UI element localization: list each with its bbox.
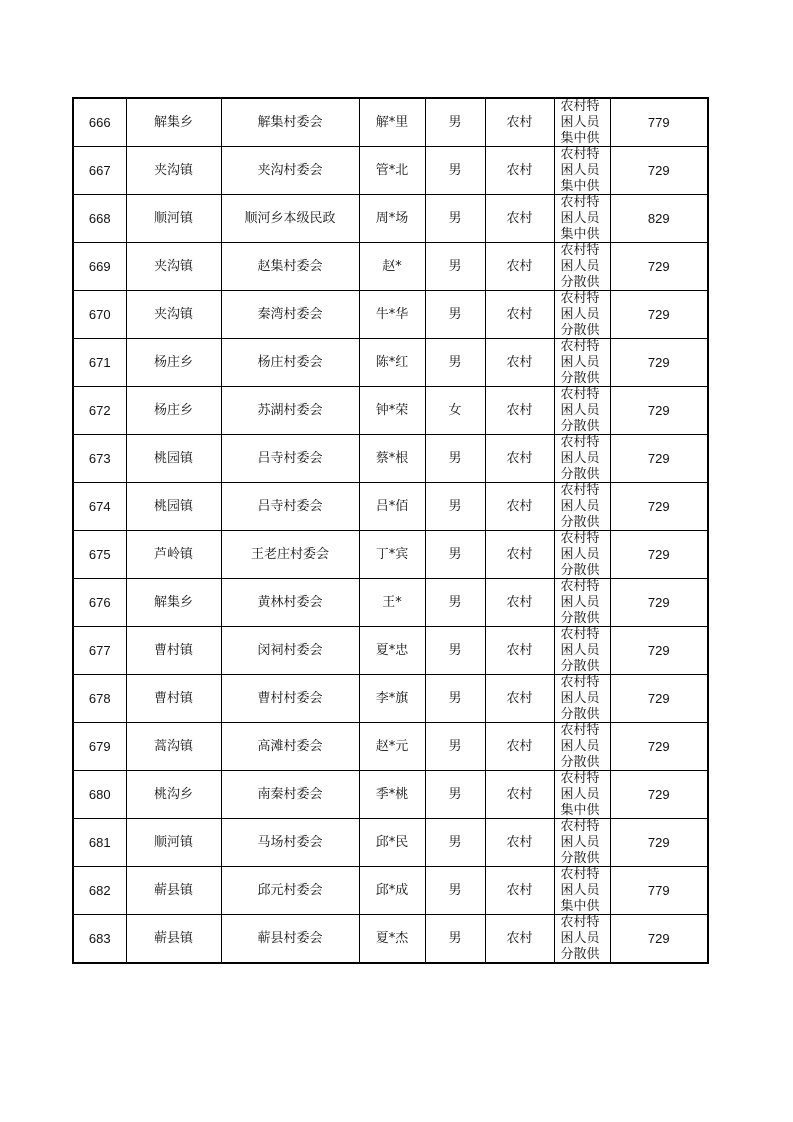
cell-village: 苏湖村委会 — [221, 387, 359, 435]
cell-township: 解集乡 — [126, 98, 221, 147]
cell-name: 邱*民 — [359, 819, 425, 867]
category-text: 农村特困人员分散供 — [560, 531, 600, 578]
cell-number: 676 — [73, 579, 126, 627]
cell-area: 农村 — [485, 483, 554, 531]
category-text: 农村特困人员分散供 — [560, 579, 600, 626]
cell-category — [554, 483, 610, 531]
cell-gender: 男 — [425, 98, 485, 147]
category-text: 农村特困人员分散供 — [560, 915, 600, 962]
cell-name: 陈*红 — [359, 339, 425, 387]
category-text: 农村特困人员分散供 — [560, 723, 600, 770]
table-row — [73, 291, 708, 339]
cell-name: 邱*成 — [359, 867, 425, 915]
cell-amount: 729 — [610, 771, 708, 819]
cell-village: 秦湾村委会 — [221, 291, 359, 339]
cell-name: 赵*元 — [359, 723, 425, 771]
cell-village: 吕寺村委会 — [221, 435, 359, 483]
cell-township: 夹沟镇 — [126, 147, 221, 195]
cell-category — [554, 147, 610, 195]
cell-area: 农村 — [485, 147, 554, 195]
cell-gender: 男 — [425, 435, 485, 483]
cell-township: 桃园镇 — [126, 435, 221, 483]
cell-name: 周*场 — [359, 195, 425, 243]
cell-amount: 729 — [610, 147, 708, 195]
category-text: 农村特困人员集中供 — [560, 147, 600, 194]
cell-category — [554, 627, 610, 675]
table-row — [73, 435, 708, 483]
cell-gender: 男 — [425, 867, 485, 915]
cell-area: 农村 — [485, 531, 554, 579]
cell-village: 曹村村委会 — [221, 675, 359, 723]
cell-number: 680 — [73, 771, 126, 819]
cell-category — [554, 819, 610, 867]
cell-category — [554, 867, 610, 915]
table-row — [73, 915, 708, 964]
cell-village: 吕寺村委会 — [221, 483, 359, 531]
cell-amount: 729 — [610, 675, 708, 723]
cell-area: 农村 — [485, 723, 554, 771]
cell-name: 赵* — [359, 243, 425, 291]
cell-village: 邱元村委会 — [221, 867, 359, 915]
cell-name: 牛*华 — [359, 291, 425, 339]
cell-number: 679 — [73, 723, 126, 771]
cell-township: 夹沟镇 — [126, 243, 221, 291]
cell-village: 赵集村委会 — [221, 243, 359, 291]
cell-village: 南秦村委会 — [221, 771, 359, 819]
cell-number: 669 — [73, 243, 126, 291]
cell-amount: 729 — [610, 915, 708, 964]
cell-village: 顺河乡本级民政 — [221, 195, 359, 243]
cell-gender: 男 — [425, 675, 485, 723]
cell-number: 668 — [73, 195, 126, 243]
cell-township: 顺河镇 — [126, 819, 221, 867]
cell-name: 王* — [359, 579, 425, 627]
cell-number: 671 — [73, 339, 126, 387]
cell-gender: 男 — [425, 483, 485, 531]
cell-township: 桃园镇 — [126, 483, 221, 531]
cell-category — [554, 243, 610, 291]
table-row — [73, 579, 708, 627]
cell-number: 675 — [73, 531, 126, 579]
cell-gender: 男 — [425, 243, 485, 291]
cell-category — [554, 531, 610, 579]
cell-township: 蕲县镇 — [126, 867, 221, 915]
cell-gender: 女 — [425, 387, 485, 435]
cell-category — [554, 579, 610, 627]
cell-township: 蒿沟镇 — [126, 723, 221, 771]
table-row — [73, 195, 708, 243]
cell-township: 杨庄乡 — [126, 339, 221, 387]
cell-township: 夹沟镇 — [126, 291, 221, 339]
cell-amount: 729 — [610, 435, 708, 483]
cell-amount: 779 — [610, 98, 708, 147]
cell-gender: 男 — [425, 723, 485, 771]
cell-number: 672 — [73, 387, 126, 435]
cell-category — [554, 915, 610, 964]
cell-area: 农村 — [485, 339, 554, 387]
cell-amount: 779 — [610, 867, 708, 915]
cell-number: 678 — [73, 675, 126, 723]
cell-number: 677 — [73, 627, 126, 675]
cell-category — [554, 291, 610, 339]
category-text: 农村特困人员分散供 — [560, 675, 600, 722]
cell-amount: 829 — [610, 195, 708, 243]
category-text: 农村特困人员集中供 — [560, 867, 600, 914]
cell-amount: 729 — [610, 819, 708, 867]
cell-township: 蕲县镇 — [126, 915, 221, 964]
cell-amount: 729 — [610, 723, 708, 771]
cell-number: 682 — [73, 867, 126, 915]
cell-name: 管*北 — [359, 147, 425, 195]
cell-category — [554, 339, 610, 387]
cell-township: 曹村镇 — [126, 675, 221, 723]
cell-gender: 男 — [425, 195, 485, 243]
cell-gender: 男 — [425, 627, 485, 675]
roster-table — [72, 97, 709, 964]
table-row — [73, 819, 708, 867]
cell-category — [554, 98, 610, 147]
cell-number: 667 — [73, 147, 126, 195]
cell-number: 670 — [73, 291, 126, 339]
cell-name: 夏*忠 — [359, 627, 425, 675]
table-row — [73, 483, 708, 531]
table-row — [73, 147, 708, 195]
cell-gender: 男 — [425, 291, 485, 339]
cell-township: 曹村镇 — [126, 627, 221, 675]
cell-number: 681 — [73, 819, 126, 867]
category-text: 农村特困人员分散供 — [560, 819, 600, 866]
cell-number: 666 — [73, 98, 126, 147]
cell-category — [554, 675, 610, 723]
cell-name: 钟*荣 — [359, 387, 425, 435]
cell-township: 顺河镇 — [126, 195, 221, 243]
cell-village: 杨庄村委会 — [221, 339, 359, 387]
category-text: 农村特困人员分散供 — [560, 291, 600, 338]
cell-village: 闵祠村委会 — [221, 627, 359, 675]
cell-number: 683 — [73, 915, 126, 964]
category-text: 农村特困人员分散供 — [560, 339, 600, 386]
table-row — [73, 723, 708, 771]
category-text: 农村特困人员集中供 — [560, 195, 600, 242]
category-text: 农村特困人员分散供 — [560, 483, 600, 530]
cell-amount: 729 — [610, 339, 708, 387]
cell-name: 夏*杰 — [359, 915, 425, 964]
table-row — [73, 627, 708, 675]
cell-village: 解集村委会 — [221, 98, 359, 147]
cell-name: 解*里 — [359, 98, 425, 147]
table-row — [73, 675, 708, 723]
category-text: 农村特困人员分散供 — [560, 387, 600, 434]
category-text: 农村特困人员集中供 — [560, 771, 600, 818]
cell-township: 芦岭镇 — [126, 531, 221, 579]
table-row — [73, 339, 708, 387]
cell-area: 农村 — [485, 819, 554, 867]
cell-gender: 男 — [425, 771, 485, 819]
roster-body — [73, 98, 708, 963]
cell-area: 农村 — [485, 195, 554, 243]
cell-gender: 男 — [425, 531, 485, 579]
cell-name: 丁*宾 — [359, 531, 425, 579]
cell-village: 王老庄村委会 — [221, 531, 359, 579]
table-row — [73, 531, 708, 579]
cell-village: 马场村委会 — [221, 819, 359, 867]
cell-name: 季*桃 — [359, 771, 425, 819]
cell-village: 夹沟村委会 — [221, 147, 359, 195]
cell-area: 农村 — [485, 243, 554, 291]
cell-village: 蕲县村委会 — [221, 915, 359, 964]
cell-gender: 男 — [425, 915, 485, 964]
cell-area: 农村 — [485, 579, 554, 627]
cell-name: 吕*佰 — [359, 483, 425, 531]
cell-village: 高滩村委会 — [221, 723, 359, 771]
cell-amount: 729 — [610, 627, 708, 675]
table-row — [73, 867, 708, 915]
cell-area: 农村 — [485, 387, 554, 435]
cell-area: 农村 — [485, 867, 554, 915]
cell-area: 农村 — [485, 915, 554, 964]
cell-gender: 男 — [425, 147, 485, 195]
cell-amount: 729 — [610, 243, 708, 291]
cell-name: 李*旗 — [359, 675, 425, 723]
cell-gender: 男 — [425, 339, 485, 387]
cell-area: 农村 — [485, 435, 554, 483]
cell-number: 673 — [73, 435, 126, 483]
cell-amount: 729 — [610, 291, 708, 339]
table-row — [73, 243, 708, 291]
cell-township: 桃沟乡 — [126, 771, 221, 819]
cell-amount: 729 — [610, 579, 708, 627]
cell-area: 农村 — [485, 675, 554, 723]
cell-category — [554, 771, 610, 819]
category-text: 农村特困人员分散供 — [560, 627, 600, 674]
table-row — [73, 98, 708, 147]
cell-gender: 男 — [425, 579, 485, 627]
cell-area: 农村 — [485, 291, 554, 339]
cell-number: 674 — [73, 483, 126, 531]
cell-gender: 男 — [425, 819, 485, 867]
category-text: 农村特困人员分散供 — [560, 243, 600, 290]
cell-amount: 729 — [610, 483, 708, 531]
cell-township: 杨庄乡 — [126, 387, 221, 435]
table-row — [73, 387, 708, 435]
cell-village: 黄林村委会 — [221, 579, 359, 627]
cell-category — [554, 387, 610, 435]
cell-amount: 729 — [610, 387, 708, 435]
table-row — [73, 771, 708, 819]
category-text: 农村特困人员集中供 — [560, 99, 600, 146]
category-text: 农村特困人员分散供 — [560, 435, 600, 482]
cell-area: 农村 — [485, 771, 554, 819]
cell-name: 蔡*根 — [359, 435, 425, 483]
cell-area: 农村 — [485, 627, 554, 675]
cell-township: 解集乡 — [126, 579, 221, 627]
cell-category — [554, 723, 610, 771]
cell-category — [554, 435, 610, 483]
cell-amount: 729 — [610, 531, 708, 579]
cell-area: 农村 — [485, 98, 554, 147]
cell-category — [554, 195, 610, 243]
